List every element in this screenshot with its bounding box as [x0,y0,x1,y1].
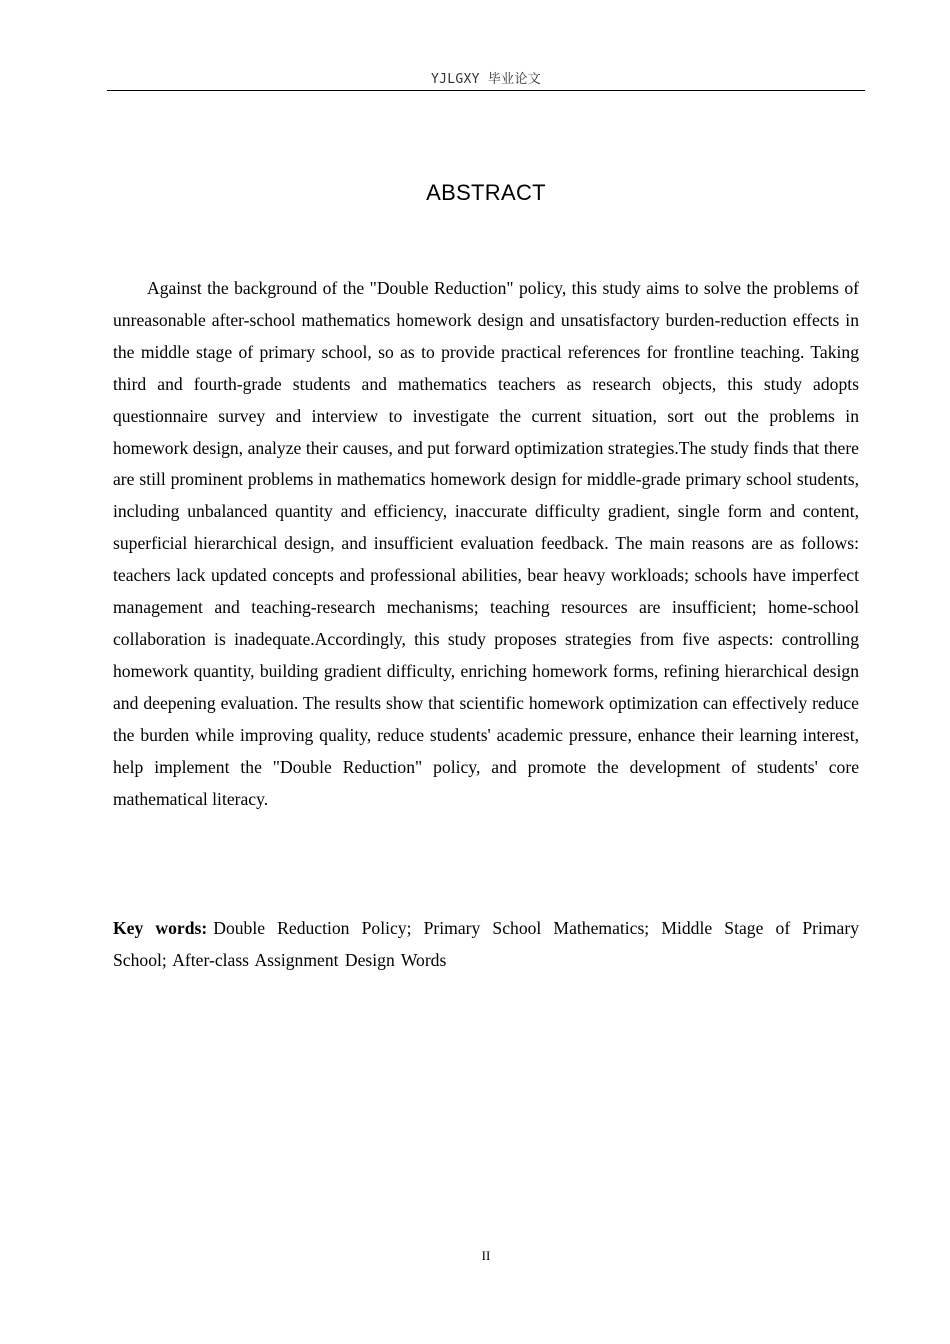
page-header: YJLGXY 毕业论文 [430,72,542,87]
header-divider [107,90,865,91]
abstract-body: Against the background of the "Double Reduction" policy, this study aims to solve the problems of unreasonable after-school mathematics homework design and unsatisfactory burden-reduction effects in the middle stage of primary school, so as to provide practical references for frontline teaching. Taking third and fourth-grade students and mathematics teachers as research objects, this study adopts questionnaire survey and interview to investigate the current situation, sort out the problems in homework design, analyze their causes, and put forward optimization strategies.The study finds that there are still prominent problems in mathematics homework design for middle-grade primary school students, including unbalanced quantity and efficiency, inaccurate difficulty gradient, single form and content, superficial hierarchical design, and insufficient evaluation feedback. The main reasons are as follows: teachers lack updated concepts and professional abilities, bear heavy workloads; schools have imperfect management and teaching-research mechanisms; teaching resources are insufficient; home-school collaboration is inadequate.Accordingly, this study proposes strategies from five aspects: controlling homework quantity, building gradient difficulty, enriching homework forms, refining hierarchical design and deepening evaluation. The results show that scientific homework optimization can effectively reduce the burden while improving quality, reduce students' academic pressure, enhance their learning interest, help implement the "Double Reduction" policy, and promote the development of students' core mathematical literacy. [113,278,859,809]
keywords-text: Double Reduction Policy; Primary School Mathematics; Middle Stage of Primary School; After-class Assignment Design Words [113,918,859,970]
keywords-paragraph [113,912,859,976]
page-number: II [481,1248,491,1263]
keywords-label: Key words: [113,918,208,938]
abstract-title: ABSTRACT [426,180,546,205]
